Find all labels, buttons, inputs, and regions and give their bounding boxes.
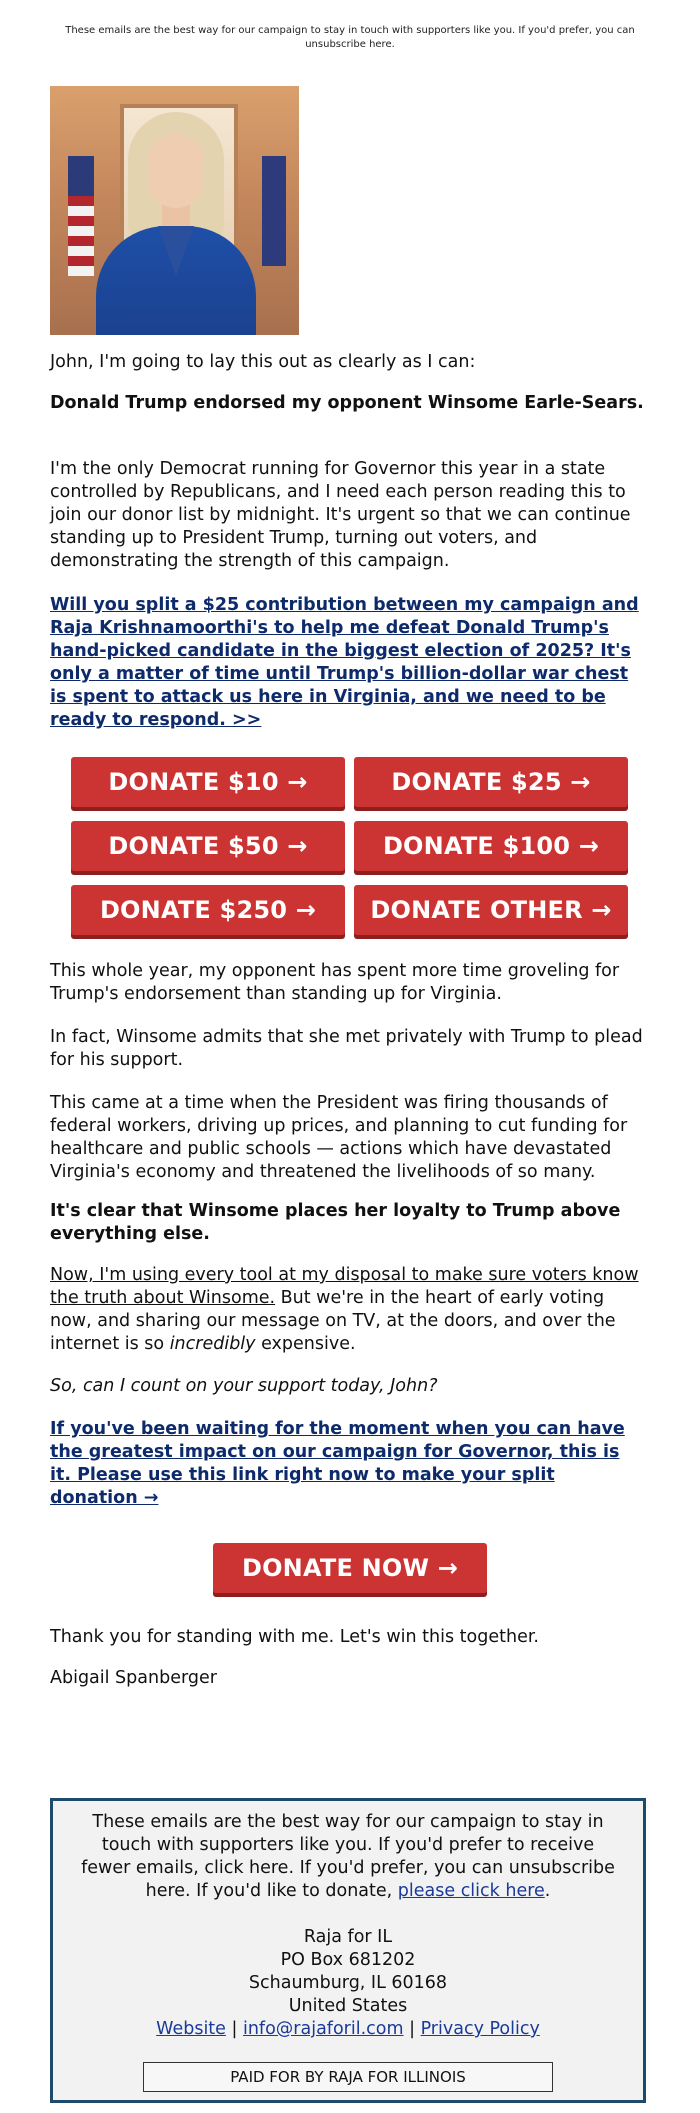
body-paragraph-2: This whole year, my opponent has spent more time groveling for Trump's endorsement than standing up for Virginia. [50,961,620,1004]
body-paragraph-3: In fact, Winsome admits that she met privately with Trump to plead for his support. [50,1027,643,1070]
body-paragraph-4: This came at a time when the President was firing thousands of federal workers, driving up prices, and planning to cut funding for healthcare and public schools — actions which have devastated Virginia's economy and threatened the livelihoods of so many. [50,1093,628,1182]
cta-paragraph [50,1418,646,1510]
split-donation-link[interactable]: If you've been waiting for the moment when you can have the greatest impact on our campaign for Governor, this is it. Please use this link right now to make your split donation → [50,1419,625,1508]
footer-org: Raja for IL [303,1927,393,1947]
footer-country: United States [288,1996,408,2016]
website-link[interactable]: Website [156,2019,226,2039]
footer-text: These emails are the best way for our campaign to stay in touch with supporters like you. If you'd prefer to receive fewer emails, click here. If you'd prefer, you can unsubscribe here. If you'd like to donate, please click here. [81,1812,615,1901]
donate-250-button[interactable]: DONATE $250 → [71,885,345,935]
footer-box [50,1798,646,2103]
email-link[interactable]: info@rajaforil.com [242,2019,404,2039]
bold-statement: It's clear that Winsome places her loyalty to Trump above everything else. [50,1201,621,1244]
footer-donate-link[interactable]: please click here [397,1881,545,1901]
footer-po-box: PO Box 681202 [280,1950,416,1970]
intro-text: John, I'm going to lay this out as clearly as I can: [50,352,476,372]
question-text: So, can I count on your support today, John? [50,1376,438,1396]
privacy-policy-link[interactable]: Privacy Policy [420,2019,540,2039]
thanks-text: Thank you for standing with me. Let's win this together. [50,1627,539,1647]
donate-other-button[interactable]: DONATE OTHER → [354,885,628,935]
ask-paragraph [50,594,646,732]
truth-about-winsome-link[interactable]: Now, I'm using every tool at my disposal to make sure voters know the truth about Winsome. [50,1265,639,1308]
donate-25-button[interactable]: DONATE $25 → [354,757,628,807]
split-contribution-link[interactable]: Will you split a $25 contribution between my campaign and Raja Krishnamoorthi's to help me defeat Donald Trump's hand-picked candidate in the biggest election of 2025? It's only a matter of time until Trump's billion-dollar war chest is spent to attack us here in Virginia, and we need to be ready to respond. >> [50,595,639,730]
footer-links: Website | info@rajaforil.com | Privacy Policy [156,2019,540,2039]
preheader-text: These emails are the best way for our campaign to stay in touch with supporters like you. If you'd prefer, you can unsubscribe here. [65,25,635,50]
donate-50-button[interactable]: DONATE $50 → [71,821,345,871]
signature: Abigail Spanberger [50,1668,217,1688]
us-flag-graphic [68,156,94,276]
footer-city: Schaumburg, IL 60168 [248,1973,448,1993]
headline-text: Donald Trump endorsed my opponent Winsome Earle-Sears. [50,393,644,413]
donate-100-button[interactable]: DONATE $100 → [354,821,628,871]
body-paragraph-5: Now, I'm using every tool at my disposal to make sure voters know the truth about Winsome. But we're in the heart of early voting now, and sharing our message on TV, at the doors, and over the internet is so incredibly expensive. [50,1265,639,1354]
state-flag-graphic [262,156,286,266]
donate-10-button[interactable]: DONATE $10 → [71,757,345,807]
paid-for-disclaimer: PAID FOR BY RAJA FOR ILLINOIS [143,2062,553,2092]
donate-now-button[interactable]: DONATE NOW → [213,1543,487,1593]
candidate-photo [50,86,299,335]
body-paragraph-1: I'm the only Democrat running for Governor this year in a state controlled by Republicans, and I need each person reading this to join our donor list by midnight. It's urgent so that we can continue standing up to President Trump, turning out voters, and demonstrating the strength of this campaign. [50,459,631,571]
